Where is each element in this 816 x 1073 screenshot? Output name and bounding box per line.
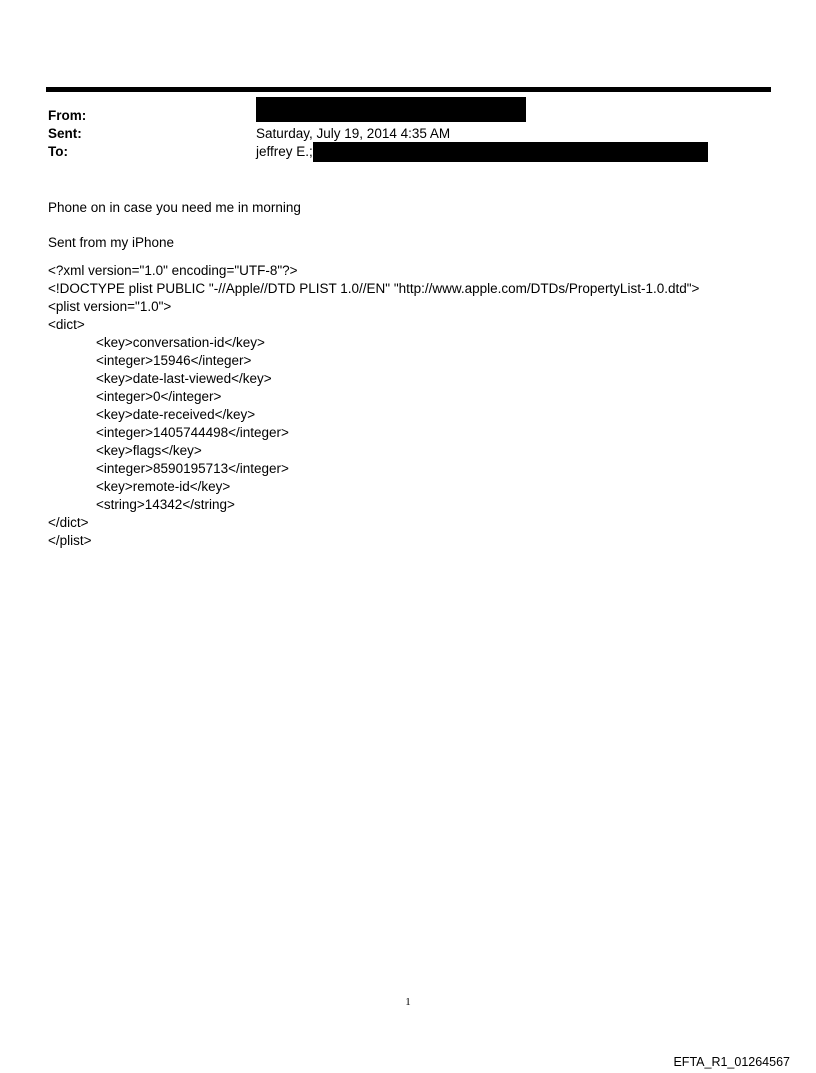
dict-close-tag: </dict> (48, 515, 89, 530)
to-label: To: (48, 144, 68, 159)
from-label: From: (48, 108, 87, 123)
xml-declaration: <?xml version="1.0" encoding="UTF-8"?> (48, 263, 298, 278)
header-divider (46, 87, 771, 92)
plist-entry: <integer>0</integer> (96, 389, 222, 404)
plist-entry: <integer>1405744498</integer> (96, 425, 289, 440)
doctype-line: <!DOCTYPE plist PUBLIC "-//Apple//DTD PLIST 1.0//EN" "http://www.apple.com/DTDs/PropertyList-1.0.dtd"> (48, 281, 700, 296)
plist-entry: <key>flags</key> (96, 443, 202, 458)
plist-entry: <key>date-last-viewed</key> (96, 371, 272, 386)
plist-block (48, 262, 699, 550)
sent-label: Sent: (48, 126, 82, 141)
message-text: Phone on in case you need me in morning (48, 200, 301, 215)
plist-entry: <integer>8590195713</integer> (96, 461, 289, 476)
from-redaction (256, 97, 526, 122)
plist-entry: <key>remote-id</key> (96, 479, 231, 494)
signature-text: Sent from my iPhone (48, 235, 175, 250)
to-redaction (313, 142, 708, 162)
dict-open-tag: <dict> (48, 317, 85, 332)
plist-entry: <key>date-received</key> (96, 407, 256, 422)
plist-open-tag: <plist version="1.0"> (48, 299, 172, 314)
plist-entry: <string>14342</string> (96, 497, 235, 512)
plist-entry: <integer>15946</integer> (96, 353, 252, 368)
to-value: jeffrey E.; (256, 144, 313, 159)
page-number: 1 (405, 996, 411, 1008)
document-id: EFTA_R1_01264567 (673, 1055, 790, 1069)
plist-entry: <key>conversation-id</key> (96, 335, 265, 350)
plist-close-tag: </plist> (48, 533, 92, 548)
sent-value: Saturday, July 19, 2014 4:35 AM (256, 126, 451, 141)
